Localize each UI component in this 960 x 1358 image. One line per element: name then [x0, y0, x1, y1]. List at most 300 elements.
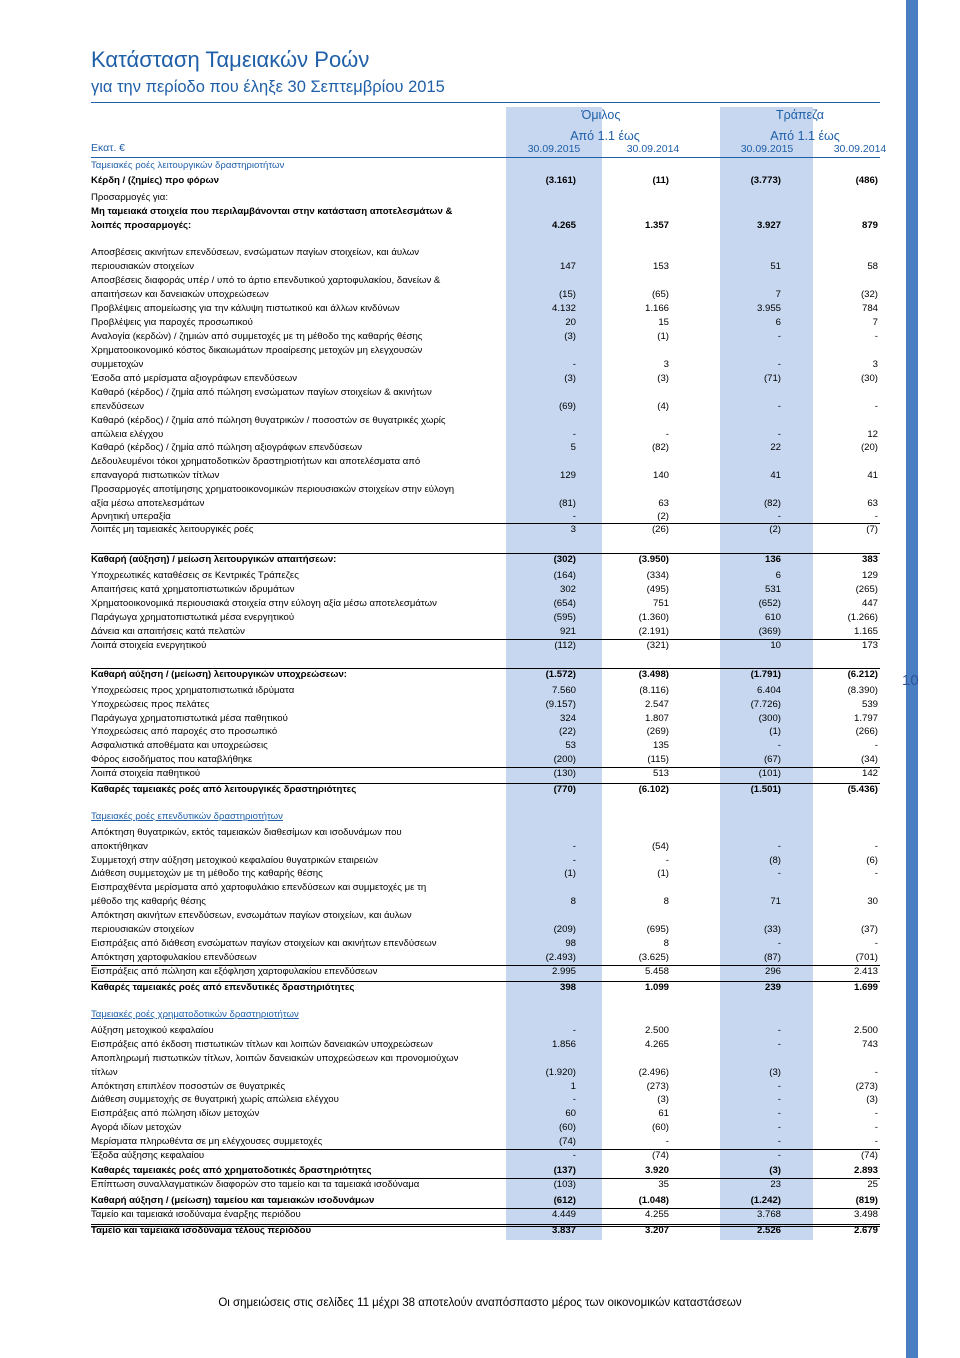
page-number: 10 — [902, 672, 919, 689]
row-value-col-3: (300) — [758, 713, 781, 724]
row-value-col-1: - — [572, 1025, 576, 1036]
unit-label: Εκατ. € — [91, 142, 126, 154]
row-value-col-4: 539 — [861, 699, 878, 710]
date-col-1: 30.09.2015 — [527, 143, 581, 155]
row-label: Έξοδα αύξησης κεφαλαίου — [91, 1150, 205, 1161]
row-label: Καθαρές ταμειακές ροές από χρηματοδοτικές δραστηριότητες — [91, 1165, 372, 1176]
row-value-col-4: (273) — [855, 1081, 878, 1092]
row-label: Διάθεση συμμετοχών με τη μέθοδο της καθαρής θέσης — [91, 868, 323, 879]
row-label: Αναλογία (κερδών) / ζημιών από συμμετοχές με τη μέθοδο της καθαρής θέσης — [91, 331, 423, 342]
row-value-col-1: - — [572, 1150, 576, 1161]
row-label: Ταμειακές ροές χρηματοδοτικών δραστηριοτήτων — [91, 1009, 299, 1020]
row-label: Καθαρό (κέρδος) / ζημία από πώληση αξιογράφων επενδύσεων — [91, 442, 362, 453]
row-value-col-1: 7.560 — [551, 685, 576, 696]
row-value-col-3: (2) — [769, 524, 781, 535]
row-value-col-1: (74) — [558, 1136, 576, 1147]
row-value-col-3: 10 — [770, 640, 781, 651]
row-value-col-4: (7) — [866, 524, 878, 535]
row-value-col-3: 2.526 — [756, 1225, 781, 1236]
row-value-col-1: (15) — [558, 289, 576, 300]
row-label: Προβλέψεις για παροχές προσωπικού — [91, 317, 253, 328]
row-value-col-2: (2.496) — [638, 1067, 669, 1078]
row-value-col-4: (32) — [860, 289, 878, 300]
row-label: Προβλέψεις απομείωσης για την κάλυψη πιστωτικού και άλλων κινδύνων — [91, 303, 400, 314]
row-value-col-2: 2.500 — [644, 1025, 669, 1036]
row-value-col-3: 296 — [764, 966, 781, 977]
row-label: Χρηματοοικονομικά περιουσιακά στοιχεία στην εύλογη αξία μέσω αποτελεσμάτων — [91, 598, 437, 609]
row-value-col-4: 7 — [872, 317, 878, 328]
row-value-col-1: (81) — [558, 498, 576, 509]
row-value-col-1: - — [572, 511, 576, 522]
row-value-col-1: 4.449 — [551, 1209, 576, 1220]
row-value-col-1: (302) — [553, 554, 576, 565]
row-value-col-3: - — [777, 1150, 781, 1161]
row-value-col-1: 98 — [565, 938, 576, 949]
row-value-col-3: (3) — [769, 1067, 781, 1078]
row-value-col-3: - — [777, 1108, 781, 1119]
row-value-col-3: - — [777, 331, 781, 342]
row-label: Παράγωγα χρηματοπιστωτικά μέσα ενεργητικού — [91, 612, 295, 623]
row-value-col-1: - — [572, 855, 576, 866]
row-value-col-2: 1.807 — [644, 713, 669, 724]
table-row — [91, 767, 880, 779]
row-value-col-1: 398 — [559, 982, 576, 993]
table-row — [91, 553, 880, 565]
row-value-col-4: (30) — [860, 373, 878, 384]
row-label: Απόκτηση χαρτοφυλακίου επενδύσεων — [91, 952, 257, 963]
table-row — [91, 783, 880, 795]
row-value-col-4: - — [874, 1067, 878, 1078]
row-value-col-2: (2.191) — [638, 626, 669, 637]
row-value-col-1: - — [572, 429, 576, 440]
row-value-col-2: 63 — [658, 498, 669, 509]
row-label: Μερίσματα πληρωθέντα σε μη ελέγχουσες συμμετοχές — [91, 1136, 323, 1147]
date-col-2: 30.09.2014 — [626, 143, 680, 155]
row-value-col-4: 447 — [861, 598, 878, 609]
row-value-col-1: (1.920) — [545, 1067, 576, 1078]
table-row — [91, 1208, 880, 1220]
row-value-col-4: 41 — [867, 470, 878, 481]
row-value-col-2: (3.950) — [638, 554, 669, 565]
row-value-col-3: 41 — [770, 470, 781, 481]
row-value-col-1: 8 — [570, 896, 576, 907]
row-value-col-3: (67) — [763, 754, 781, 765]
row-label: Υποχρεώσεις προς χρηματοπιστωτικά ιδρύματα — [91, 685, 295, 696]
row-value-col-4: (74) — [860, 1150, 878, 1161]
row-label: Υποχρεώσεις από παροχές στο προσωπικό — [91, 726, 278, 737]
row-value-col-3: - — [777, 740, 781, 751]
row-value-col-2: 3.207 — [644, 1225, 669, 1236]
row-value-col-2: 8 — [663, 938, 669, 949]
row-value-col-2: 3 — [663, 359, 669, 370]
row-value-col-2: (74) — [651, 1150, 669, 1161]
row-value-col-2: (3.498) — [638, 669, 669, 680]
row-label: Φόρος εισοδήματος που καταβλήθηκε — [91, 754, 253, 765]
row-value-col-3: 239 — [764, 982, 781, 993]
row-label: περιουσιακών στοιχείων — [91, 924, 195, 935]
row-value-col-1: (9.157) — [545, 699, 576, 710]
row-value-col-4: 30 — [867, 896, 878, 907]
row-value-col-3: - — [777, 1136, 781, 1147]
row-value-col-3: 51 — [770, 261, 781, 272]
table-row — [91, 639, 880, 651]
row-label: Χρηματοοικονομικό κόστος δικαιωμάτων προαίρεσης μετοχών μη ελεγχουσών — [91, 345, 423, 356]
row-value-col-2: 1.099 — [644, 982, 669, 993]
row-label: Καθαρή (αύξηση) / μείωση λειτουργικών απαιτήσεων: — [91, 554, 337, 565]
row-label: Αρνητική υπεραξία — [91, 511, 171, 522]
row-label: Δεδουλευμένοι τόκοι χρηματοδοτικών δραστηριοτήτων και αποτελέσματα από — [91, 456, 421, 467]
row-value-col-3: 6 — [775, 570, 781, 581]
row-label: Προσαρμογές για: — [91, 192, 169, 203]
row-value-col-3: - — [777, 1039, 781, 1050]
group-period-label: Από 1.1 έως — [570, 129, 640, 143]
row-label: Δάνεια και απαιτήσεις κατά πελατών — [91, 626, 245, 637]
row-value-col-1: 3.837 — [551, 1225, 576, 1236]
row-value-col-1: 302 — [559, 584, 576, 595]
row-value-col-1: 3 — [570, 524, 576, 535]
row-label: Αύξηση μετοχικού κεφαλαίου — [91, 1025, 214, 1036]
row-value-col-1: 921 — [559, 626, 576, 637]
row-value-col-3: 22 — [770, 442, 781, 453]
row-value-col-4: (1.266) — [847, 612, 878, 623]
row-value-col-1: (60) — [558, 1122, 576, 1133]
row-value-col-1: (112) — [554, 640, 576, 651]
row-value-col-1: 4.265 — [551, 220, 576, 231]
row-label: Καθαρό (κέρδος) / ζημία από πώληση θυγατρικών / ποσοστών σε θυγατρικές χωρίς — [91, 415, 446, 426]
row-value-col-2: (273) — [646, 1081, 669, 1092]
row-value-col-4: - — [874, 511, 878, 522]
row-label: Αποπληρωμή πιστωτικών τίτλων, λοιπών δανειακών υποχρεώσεων και προνομιούχων — [91, 1053, 459, 1064]
row-value-col-1: (200) — [553, 754, 576, 765]
row-value-col-1: 1 — [570, 1081, 576, 1092]
row-value-col-2: - — [665, 1136, 669, 1147]
row-label: Κέρδη / (ζημίες) προ φόρων — [91, 175, 219, 186]
row-value-col-4: - — [874, 1108, 878, 1119]
row-value-col-1: 4.132 — [551, 303, 576, 314]
row-value-col-1: (164) — [553, 570, 576, 581]
row-label: επενδύσεων — [91, 401, 145, 412]
row-value-col-1: 5 — [570, 442, 576, 453]
row-label: Απόκτηση επιπλέον ποσοστών σε θυγατρικές — [91, 1081, 286, 1092]
row-value-col-2: 2.547 — [644, 699, 669, 710]
row-label: Αποσβέσεις ακινήτων επενδύσεων, ενσώματων παγίων στοιχείων, και άυλων — [91, 247, 420, 258]
row-label: Ταμείο και ταμειακά ισοδύναμα τέλους περιόδου — [91, 1225, 312, 1236]
row-value-col-2: 751 — [652, 598, 669, 609]
row-value-col-1: (1) — [564, 868, 576, 879]
row-value-col-2: - — [665, 429, 669, 440]
row-value-col-2: 5.458 — [644, 966, 669, 977]
row-label: περιουσιακών στοιχείων — [91, 261, 195, 272]
row-value-col-3: 610 — [764, 612, 781, 623]
row-value-col-2: (334) — [646, 570, 669, 581]
row-value-col-3: - — [777, 1081, 781, 1092]
row-value-col-4: - — [874, 938, 878, 949]
row-value-col-2: (495) — [646, 584, 669, 595]
row-value-col-4: (486) — [855, 175, 878, 186]
row-value-col-4: 3.498 — [853, 1209, 878, 1220]
cash-flow-table — [91, 0, 880, 1240]
row-value-col-4: 1.699 — [853, 982, 878, 993]
row-label: Εισπράξεις από διάθεση ενσώματων παγίων στοιχείων και ακινήτων επενδύσεων — [91, 938, 437, 949]
row-value-col-1: 53 — [565, 740, 576, 751]
row-label: Καθαρή αύξηση / (μείωση) ταμείου και ταμειακών ισοδυνάμων — [91, 1195, 375, 1206]
row-value-col-1: - — [572, 841, 576, 852]
row-value-col-2: (6.102) — [638, 784, 669, 795]
row-value-col-4: 2.413 — [853, 966, 878, 977]
row-value-col-1: (595) — [553, 612, 576, 623]
row-label: Απαιτήσεις κατά χρηματοπιστωτικών ιδρυμάτων — [91, 584, 295, 595]
row-value-col-2: (26) — [651, 524, 669, 535]
row-value-col-2: (54) — [651, 841, 669, 852]
row-label: Έσοδα από μερίσματα αξιογράφων επενδύσεων — [91, 373, 298, 384]
row-value-col-3: (1.791) — [750, 669, 781, 680]
page-subtitle: για την περίοδο που έληξε 30 Σεπτεμβρίου 2015 — [91, 78, 445, 96]
row-value-col-3: (1) — [769, 726, 781, 737]
row-value-col-4: (8.390) — [847, 685, 878, 696]
row-value-col-2: - — [665, 855, 669, 866]
row-value-col-1: (22) — [558, 726, 576, 737]
row-label: τίτλων — [91, 1067, 118, 1078]
row-value-col-2: (8.116) — [639, 685, 669, 696]
row-value-col-2: (3) — [657, 1094, 669, 1105]
row-label: Ταμειακές ροές λειτουργικών δραστηριοτήτων — [91, 160, 285, 171]
row-value-col-2: (60) — [651, 1122, 669, 1133]
table-row — [91, 1149, 880, 1161]
row-value-col-4: 142 — [861, 768, 878, 779]
row-value-col-4: 12 — [867, 429, 878, 440]
row-label: Εισπράξεις από πώληση και εξόφληση χαρτοφυλακίου επενδύσεων — [91, 966, 378, 977]
row-label: Ταμειακές ροές επενδυτικών δραστηριοτήτων — [91, 811, 283, 822]
row-value-col-3: (3) — [769, 1165, 781, 1176]
row-value-col-2: 513 — [652, 768, 669, 779]
row-value-col-3: 6 — [775, 317, 781, 328]
row-value-col-3: (369) — [758, 626, 781, 637]
row-value-col-1: (2.493) — [545, 952, 576, 963]
row-value-col-2: 35 — [658, 1179, 669, 1190]
row-value-col-1: (3) — [564, 373, 576, 384]
row-value-col-3: - — [777, 868, 781, 879]
table-row — [91, 965, 880, 977]
row-label: Εισπράξεις από έκδοση πιστωτικών τίτλων και λοιπών δανειακών υποχρεώσεων — [91, 1039, 433, 1050]
row-value-col-3: 531 — [764, 584, 781, 595]
row-value-col-4: - — [874, 331, 878, 342]
row-value-col-4: 25 — [867, 1179, 878, 1190]
row-value-col-1: (612) — [553, 1195, 576, 1206]
row-value-col-4: 129 — [861, 570, 878, 581]
row-value-col-3: (652) — [758, 598, 781, 609]
row-label: Αποσβέσεις διαφοράς υπέρ / υπό το άρτιο επενδυτικού χαρτοφυλακίου, δανείων & — [91, 275, 441, 286]
row-value-col-2: (115) — [647, 754, 669, 765]
row-value-col-2: (269) — [646, 726, 669, 737]
row-value-col-2: (3) — [657, 373, 669, 384]
row-value-col-2: 135 — [652, 740, 669, 751]
row-value-col-1: 129 — [559, 470, 576, 481]
table-row — [91, 1224, 880, 1236]
row-label: αποκτήθηκαν — [91, 841, 148, 852]
row-value-col-2: 153 — [652, 261, 669, 272]
row-value-col-3: - — [777, 359, 781, 370]
row-value-col-1: (69) — [558, 401, 576, 412]
row-value-col-2: 140 — [652, 470, 669, 481]
row-label: Απόκτηση θυγατρικών, εκτός ταμειακών διαθεσίμων και ισοδυνάμων που — [91, 827, 402, 838]
row-value-col-4: 784 — [861, 303, 878, 314]
row-value-col-4: 2.679 — [853, 1225, 878, 1236]
row-value-col-2: 4.265 — [644, 1039, 669, 1050]
row-value-col-4: 58 — [867, 261, 878, 272]
row-value-col-1: (130) — [553, 768, 576, 779]
row-value-col-2: (1) — [657, 331, 669, 342]
row-label: επαναγορά πιστωτικών τίτλων — [91, 470, 220, 481]
row-value-col-2: (4) — [657, 401, 669, 412]
row-label: Καθαρές ταμειακές ροές από επενδυτικές δραστηριότητες — [91, 982, 355, 993]
row-value-col-4: 879 — [861, 220, 878, 231]
row-value-col-4: 173 — [861, 640, 878, 651]
row-value-col-4: 743 — [861, 1039, 878, 1050]
row-value-col-3: - — [777, 429, 781, 440]
row-label: απώλεια ελέγχου — [91, 429, 164, 440]
row-value-col-2: (1.360) — [638, 612, 669, 623]
row-label: Εισπράξεις από πώληση ιδίων μετοχών — [91, 1108, 260, 1119]
row-label: Συμμετοχή στην αύξηση μετοχικού κεφαλαίου θυγατρικών εταιρειών — [91, 855, 378, 866]
row-value-col-1: 20 — [565, 317, 576, 328]
row-value-col-2: 3.920 — [644, 1165, 669, 1176]
row-label: Υποχρεωτικές καταθέσεις σε Κεντρικές Τράπεζες — [91, 570, 299, 581]
row-label: απαιτήσεων και δανειακών υποχρεώσεων — [91, 289, 269, 300]
page-title: Κατάσταση Ταμειακών Ροών — [91, 47, 370, 72]
date-col-3: 30.09.2015 — [740, 143, 794, 155]
row-value-col-4: (819) — [855, 1195, 878, 1206]
row-value-col-2: (3.625) — [638, 952, 669, 963]
row-label: Μη ταμειακά στοιχεία που περιλαμβάνονται στην κατάσταση αποτελεσμάτων & — [91, 206, 453, 217]
row-value-col-4: 1.797 — [853, 713, 878, 724]
bank-header: Τράπεζα — [775, 108, 825, 122]
row-value-col-4: - — [874, 1122, 878, 1133]
row-label: Καθαρή αύξηση / (μείωση) λειτουργικών υποχρεώσεων: — [91, 669, 347, 680]
row-value-col-3: (7.726) — [750, 699, 781, 710]
row-value-col-2: 8 — [663, 896, 669, 907]
row-value-col-4: 63 — [867, 498, 878, 509]
row-value-col-2: (11) — [652, 175, 669, 186]
row-value-col-3: - — [777, 1094, 781, 1105]
row-value-col-4: (5.436) — [847, 784, 878, 795]
row-value-col-1: 2.995 — [551, 966, 576, 977]
row-value-col-3: 71 — [770, 896, 781, 907]
row-value-col-3: 6.404 — [756, 685, 781, 696]
row-value-col-2: 1.166 — [644, 303, 669, 314]
row-label: συμμετοχών — [91, 359, 144, 370]
row-value-col-4: - — [874, 868, 878, 879]
row-label: μέθοδο της καθαρής θέσης — [91, 896, 206, 907]
row-label: Λοιπές μη ταμειακές λειτουργικές ροές — [91, 524, 254, 535]
row-label: Εισπραχθέντα μερίσματα από χαρτοφυλάκιο επενδύσεων και συμμετοχές με τη — [91, 882, 427, 893]
row-label: Προσαρμογές αποτίμησης χρηματοοικονομικών περιουσιακών στοιχείων στην εύλογη — [91, 484, 455, 495]
row-label: Επίπτωση συναλλαγματικών διαφορών στο ταμείο και τα ταμειακά ισοδύναμα — [91, 1179, 420, 1190]
row-value-col-3: (71) — [763, 373, 781, 384]
row-value-col-1: (770) — [553, 784, 576, 795]
row-value-col-2: (82) — [651, 442, 669, 453]
row-value-col-4: 383 — [861, 554, 878, 565]
row-value-col-2: (2) — [657, 511, 669, 522]
row-value-col-3: (101) — [758, 768, 781, 779]
table-row — [91, 523, 880, 535]
row-label: Λοιπά στοιχεία ενεργητικού — [91, 640, 207, 651]
row-value-col-3: 3.768 — [756, 1209, 781, 1220]
row-value-col-4: (34) — [860, 754, 878, 765]
row-value-col-3: 3.955 — [756, 303, 781, 314]
row-value-col-1: (137) — [553, 1165, 576, 1176]
row-value-col-4: (701) — [855, 952, 878, 963]
row-label: Παράγωγα χρηματοπιστωτικά μέσα παθητικού — [91, 713, 288, 724]
bank-period-label: Από 1.1 έως — [770, 129, 840, 143]
row-value-col-2: 4.255 — [644, 1209, 669, 1220]
row-value-col-3: - — [777, 511, 781, 522]
row-label: Διάθεση συμμετοχής σε θυγατρική χωρίς απώλεια ελέγχου — [91, 1094, 339, 1105]
row-value-col-3: (1.242) — [750, 1195, 781, 1206]
row-value-col-2: 61 — [658, 1108, 669, 1119]
row-value-col-3: (1.501) — [750, 784, 781, 795]
row-value-col-4: - — [874, 841, 878, 852]
row-value-col-4: (265) — [855, 584, 878, 595]
row-value-col-2: (695) — [646, 924, 669, 935]
row-value-col-3: - — [777, 1122, 781, 1133]
row-label: Καθαρές ταμειακές ροές από λειτουργικές δραστηριότητες — [91, 784, 357, 795]
row-value-col-4: 1.165 — [853, 626, 878, 637]
row-value-col-3: - — [777, 401, 781, 412]
table-row — [91, 668, 880, 680]
row-value-col-2: 1.357 — [644, 220, 669, 231]
row-value-col-4: (6.212) — [847, 669, 878, 680]
row-value-col-4: 3 — [872, 359, 878, 370]
row-value-col-2: (1) — [657, 868, 669, 879]
row-value-col-1: (1.572) — [545, 669, 576, 680]
row-value-col-1: 1.856 — [551, 1039, 576, 1050]
row-label: Υποχρεώσεις προς πελάτες — [91, 699, 210, 710]
date-col-4: 30.09.2014 — [833, 143, 887, 155]
row-label: Απόκτηση ακινήτων επενδύσεων, ενσωμάτων παγίων στοιχείων, και άυλων — [91, 910, 412, 921]
row-value-col-4: 2.893 — [853, 1165, 878, 1176]
row-value-col-1: (209) — [553, 924, 576, 935]
row-value-col-4: (266) — [855, 726, 878, 737]
row-label: Αγορά ιδίων μετοχών — [91, 1122, 182, 1133]
row-value-col-3: (8) — [769, 855, 781, 866]
row-value-col-3: - — [777, 841, 781, 852]
row-label: Λοιπά στοιχεία παθητικού — [91, 768, 201, 779]
row-value-col-1: (3.161) — [545, 175, 576, 186]
row-value-col-3: 136 — [764, 554, 781, 565]
row-value-col-3: (87) — [763, 952, 781, 963]
footer-note: Οι σημειώσεις στις σελίδες 11 μέχρι 38 αποτελούν αναπόσπαστο μέρος των οικονομικών καταστάσεων — [218, 1297, 742, 1309]
row-value-col-4: (37) — [860, 924, 878, 935]
row-label: λοιπές προσαρμογές: — [91, 220, 192, 231]
row-value-col-4: 2.500 — [853, 1025, 878, 1036]
row-value-col-4: - — [874, 401, 878, 412]
row-value-col-3: - — [777, 938, 781, 949]
row-value-col-1: - — [572, 1094, 576, 1105]
row-value-col-2: 15 — [658, 317, 669, 328]
group-header: Όμιλος — [581, 108, 621, 122]
row-value-col-1: - — [572, 359, 576, 370]
row-label: Ασφαλιστικά αποθέματα και υποχρεώσεις — [91, 740, 268, 751]
row-value-col-4: - — [874, 1136, 878, 1147]
row-value-col-3: (3.773) — [750, 175, 781, 186]
row-value-col-4: (6) — [866, 855, 878, 866]
row-value-col-1: (103) — [553, 1179, 576, 1190]
row-value-col-3: 7 — [775, 289, 781, 300]
row-value-col-4: (20) — [860, 442, 878, 453]
row-value-col-2: (65) — [651, 289, 669, 300]
row-value-col-4: - — [874, 740, 878, 751]
row-value-col-2: (1.048) — [638, 1195, 669, 1206]
